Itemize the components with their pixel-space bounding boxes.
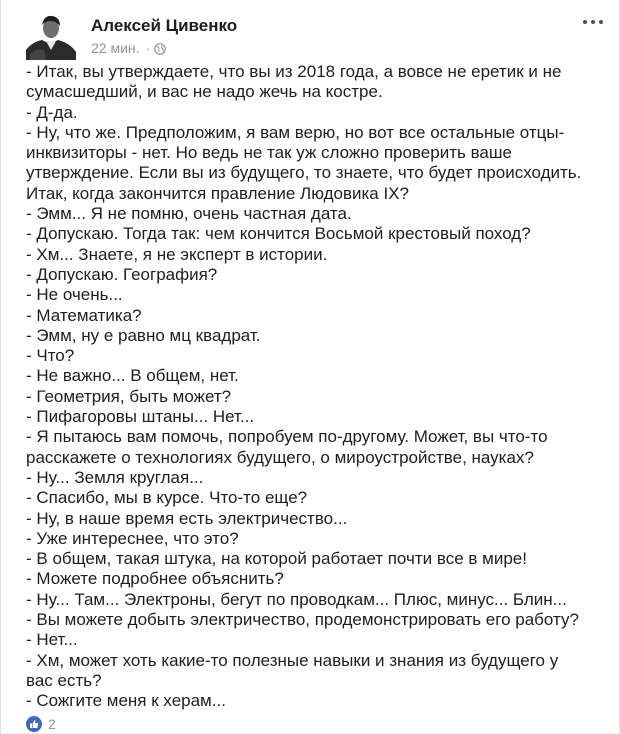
like-icon[interactable] bbox=[26, 716, 42, 732]
post-meta bbox=[91, 40, 166, 56]
post-text-line: - Я пытаюсь вам помочь, попробуем по-другому. Может, вы что-то bbox=[26, 427, 548, 447]
post-text-line: - Ну... Земля круглая... bbox=[26, 467, 204, 487]
post-text-line: - Не очень... bbox=[26, 285, 123, 305]
author-name[interactable]: Алексей Цивенко bbox=[91, 16, 238, 35]
post-text-line: - Эмм... Я не помню, очень частная дата. bbox=[26, 204, 352, 224]
post-text-line: - Не важно... В общем, нет. bbox=[26, 366, 239, 386]
post-text-line: - Допускаю. Тогда так: чем кончится Восьмой крестовый поход? bbox=[26, 224, 531, 244]
post-text-line: - Ну, в наше время есть электричество... bbox=[26, 508, 348, 528]
post-text-line: - Спасибо, мы в курсе. Что-то еще? bbox=[26, 488, 308, 508]
post-text-line: - Хм... Знаете, я не эксперт в истории. bbox=[26, 244, 328, 264]
post-text-line: - Что? bbox=[26, 346, 75, 366]
post-text-line: инквизиторы - нет. Но ведь не так уж сложно проверить ваше bbox=[26, 143, 512, 163]
post-text-line: - Геометрия, быть может? bbox=[26, 386, 232, 406]
meta-separator: · bbox=[145, 40, 151, 56]
post-text-line: расскажете о технологиях будущего, о мироустройстве, науках? bbox=[26, 447, 534, 467]
post-header bbox=[26, 10, 603, 60]
post-text-line: утверждение. Если вы из будущего, то знаете, что будет происходить. bbox=[26, 163, 582, 183]
post-text-line: - Пифагоровы штаны... Нет... bbox=[26, 407, 255, 427]
post-text-line: - В общем, такая штука, на которой работает почти все в мире! bbox=[26, 549, 527, 569]
more-options-icon[interactable] bbox=[583, 16, 603, 28]
post-text-line: Итак, когда закончится правление Людовика IX? bbox=[26, 183, 409, 203]
post-text-line: - Вы можете добыть электричество, продемонстрировать его работу? bbox=[26, 610, 579, 630]
post-text-line: сумасшедший, и вас не надо жечь на костре. bbox=[26, 82, 383, 102]
post-text-line: - Хм, может хоть какие-то полезные навыки и знания из будущего у bbox=[26, 650, 559, 670]
author-avatar[interactable] bbox=[26, 10, 76, 60]
like-count[interactable]: 2 bbox=[48, 716, 56, 732]
post-text-line: - Допускаю. География? bbox=[26, 264, 218, 284]
avatar-image bbox=[26, 10, 76, 60]
globe-icon[interactable] bbox=[154, 42, 166, 54]
post-timestamp[interactable]: 22 мин. bbox=[91, 40, 140, 56]
post-text-line: - Итак, вы утверждаете, что вы из 2018 года, а вовсе не еретик и не bbox=[26, 62, 562, 81]
post-body bbox=[26, 62, 605, 712]
post-text-line: - Уже интереснее, что это? bbox=[26, 528, 239, 548]
post-text-line: - Ну, что же. Предположим, я вам верю, но вот все остальные отцы- bbox=[26, 122, 565, 142]
post-text-line: - Д-да. bbox=[26, 102, 78, 122]
post-text-line: - Ну... Там... Электроны, бегут по проводкам... Плюс, минус... Блин... bbox=[26, 589, 567, 609]
reactions-bar[interactable] bbox=[26, 714, 56, 734]
post-text-line: - Можете подробнее объяснить? bbox=[26, 569, 284, 589]
post-text-line: - Нет... bbox=[26, 630, 78, 650]
post-text-line: - Математика? bbox=[26, 305, 142, 325]
post-text-line: - Сожгите меня к херам... bbox=[26, 691, 226, 711]
post-text-line: вас есть? bbox=[26, 670, 102, 690]
post-text-line: - Эмм, ну е равно мц квадрат. bbox=[26, 325, 261, 345]
